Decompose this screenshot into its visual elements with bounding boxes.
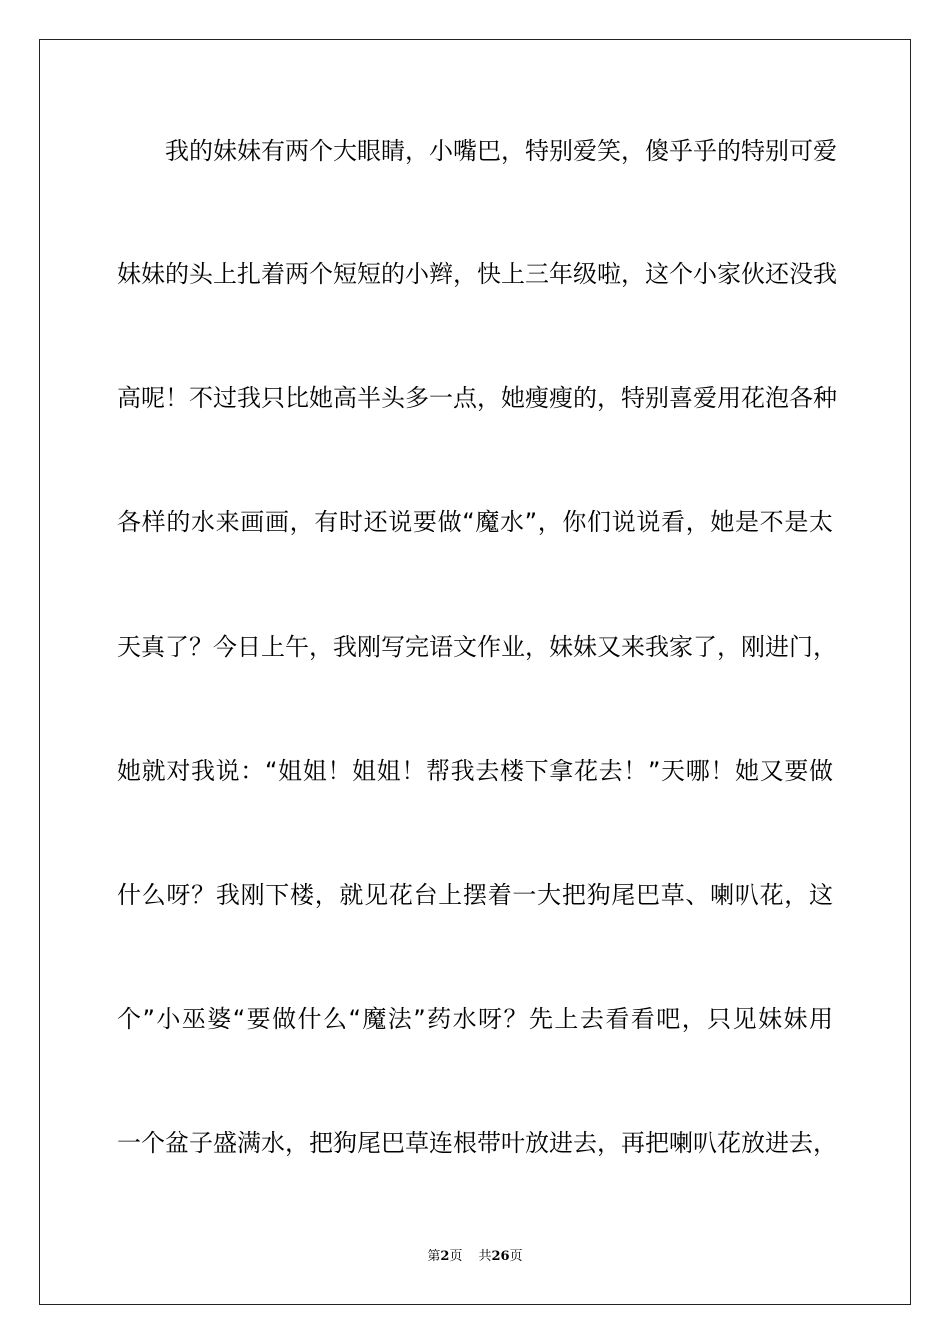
page-unit: 页 xyxy=(449,1249,463,1264)
text-line-9: 一个盆子盛满水，把狗尾巴草连根带叶放进去，再把喇叭花放进去， xyxy=(117,1129,837,1157)
text-line-7: 什么呀？我刚下楼，就见花台上摆着一大把狗尾巴草、喇叭花，这 xyxy=(117,881,833,909)
page-border xyxy=(39,39,911,1305)
page-footer xyxy=(0,1245,950,1264)
text-line-5: 天真了？今日上午，我刚写完语文作业，妹妹又来我家了，刚进门， xyxy=(117,633,837,661)
text-line-8: 个”小巫婆“要做什么“魔法”药水呀？先上去看看吧，只见妹妹用 xyxy=(117,1005,833,1033)
text-line-6: 她就对我说：“姐姐！姐姐！帮我去楼下拿花去！”天哪！她又要做 xyxy=(117,757,833,785)
page-prefix: 第 xyxy=(427,1249,441,1264)
text-line-2: 妹妹的头上扎着两个短短的小辫，快上三年级啦，这个小家伙还没我 xyxy=(117,260,837,288)
text-line-4: 各样的水来画画，有时还说要做“魔水”，你们说说看，她是不是太 xyxy=(117,508,833,536)
total-pages: 26 xyxy=(491,1249,510,1264)
text-line-1: 我的妹妹有两个大眼睛，小嘴巴，特别爱笑，傻乎乎的特别可爱 xyxy=(165,137,837,165)
page-number: 2 xyxy=(440,1249,450,1264)
total-prefix: 共 xyxy=(478,1249,492,1264)
total-unit: 页 xyxy=(509,1249,523,1264)
text-line-3: 高呢！不过我只比她高半头多一点，她瘦瘦的，特别喜爱用花泡各种 xyxy=(117,384,837,412)
